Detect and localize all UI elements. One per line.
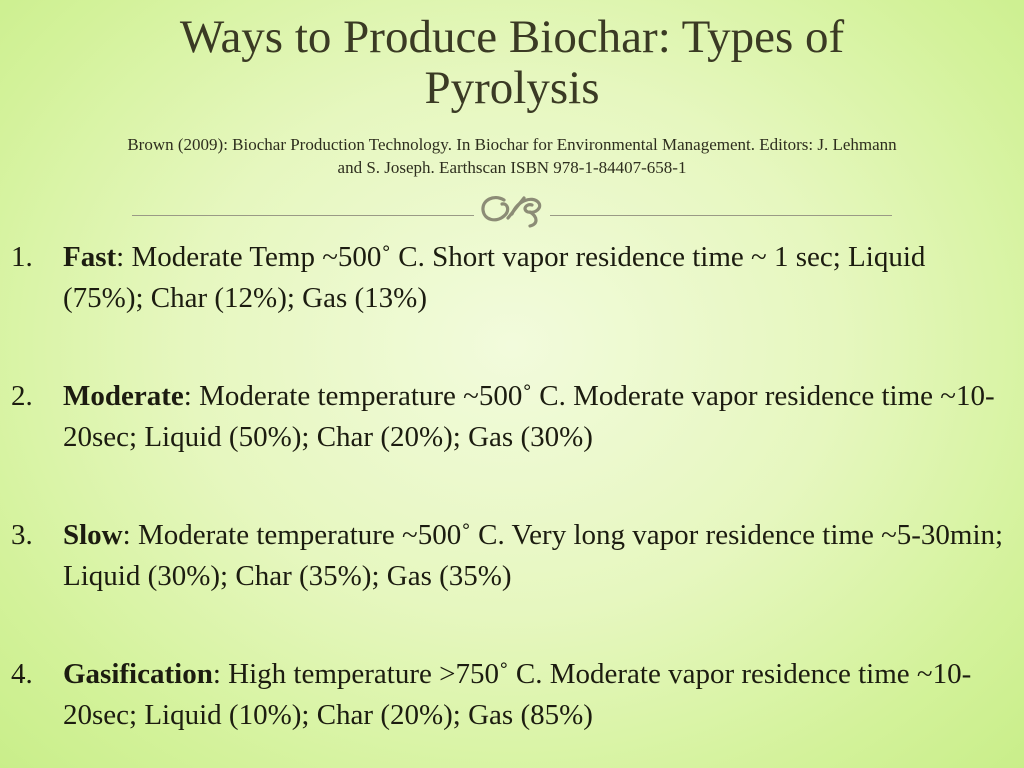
list-item-term: Gasification — [63, 658, 213, 690]
divider-line-left — [132, 215, 474, 216]
list-item-term: Moderate — [63, 380, 184, 412]
list-item-description: : Moderate temperature ~500˚ C. Moderate vapor residence time ~10-20sec; Liquid (50%); Char (20%); Gas (30%) — [63, 380, 995, 453]
list-item-text — [63, 515, 1013, 597]
list-item-text — [63, 237, 1013, 319]
slide-title — [0, 12, 1024, 114]
list-item-number: 4. — [11, 658, 33, 690]
list-item-term: Fast — [63, 241, 117, 273]
flourish-icon — [474, 190, 550, 230]
list-item-number: 2. — [11, 380, 33, 412]
citation-line-2: and S. Joseph. Earthscan ISBN 978-1-84407-658-1 — [337, 158, 687, 177]
list-item-term: Slow — [63, 519, 123, 551]
list-item-number: 3. — [11, 519, 33, 551]
slide-title-line-1: Ways to Produce Biochar: Types of — [179, 11, 845, 63]
list-item-description: : High temperature >750˚ C. Moderate vapor residence time ~10-20sec; Liquid (10%); Char (20%); Gas (85%) — [63, 658, 972, 731]
title-divider — [132, 190, 892, 230]
slide-title-line-2: Pyrolysis — [424, 62, 600, 114]
list-item-text — [63, 654, 1013, 736]
divider-line-right — [550, 215, 892, 216]
citation-line-1: Brown (2009): Biochar Production Technology. In Biochar for Environmental Management. Editors: J. Lehmann — [127, 135, 897, 154]
list-item-number: 1. — [11, 241, 33, 273]
list-item-description: : Moderate temperature ~500˚ C. Very long vapor residence time ~5-30min; Liquid (30%); Char (35%); Gas (35%) — [63, 519, 1004, 592]
list-item-description: : Moderate Temp ~500˚ C. Short vapor residence time ~ 1 sec; Liquid (75%); Char (12%); Gas (13%) — [63, 241, 926, 314]
citation — [10, 133, 1014, 179]
list-item-text — [63, 376, 1013, 458]
